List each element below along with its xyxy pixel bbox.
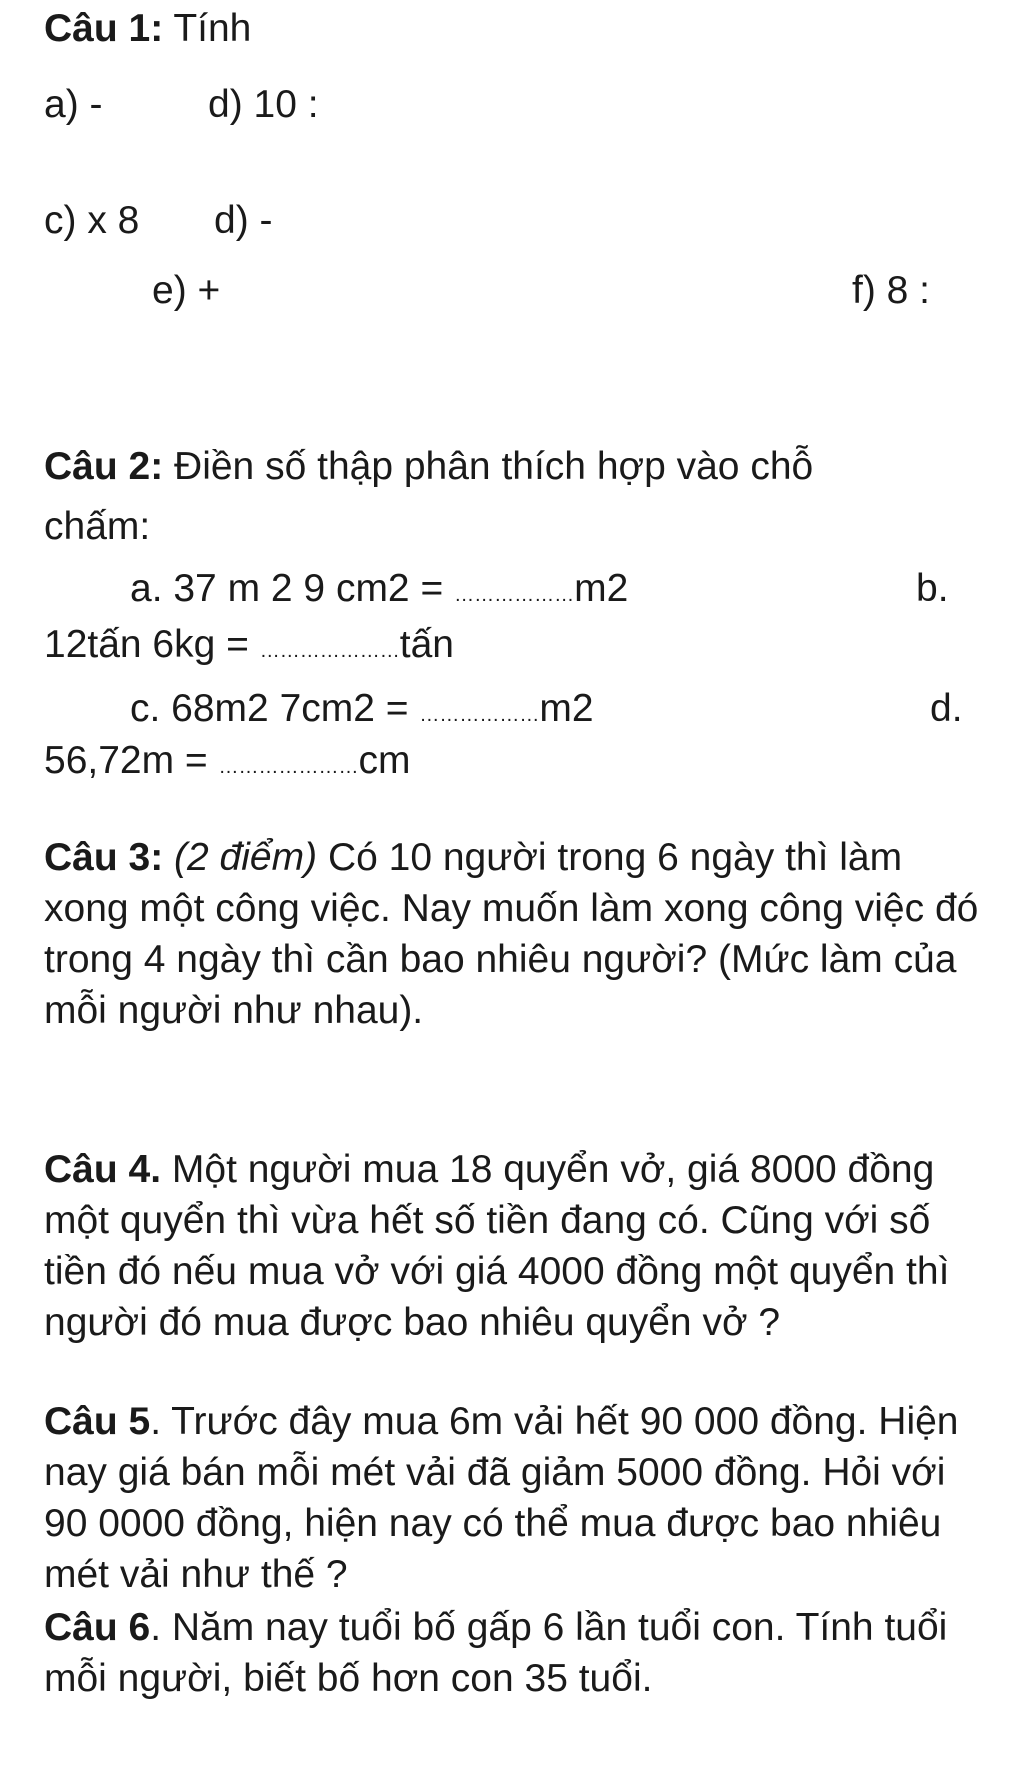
q2-b-blank: ………………… xyxy=(259,640,400,662)
q1-item-d1: d) 10 : xyxy=(208,83,319,126)
q2-a-unit: m2 xyxy=(574,567,629,610)
q3-paragraph xyxy=(44,832,984,1036)
q2-item-c xyxy=(130,686,594,733)
q5-paragraph xyxy=(44,1396,984,1600)
q5-body: . Trước đây mua 6m vải hết 90 000 đồng. Hiện nay giá bán mỗi mét vải đã giảm 5000 đồng. Hỏi với 90 0000 đồng, hiện nay có thể mua được bao nhiêu mét vải như thế ? xyxy=(44,1400,959,1596)
q2-title xyxy=(44,444,813,491)
q1-title-label: Câu 1: xyxy=(44,7,164,50)
q2-d-expression: 56,72m = xyxy=(44,739,208,782)
q4-body: Một người mua 18 quyển vở, giá 8000 đồng một quyển thì vừa hết số tiền đang có. Cũng với số tiền đó nếu mua vở với giá 4000 đồng một quyển thì người đó mua được bao nhiêu quyển vở ? xyxy=(44,1148,950,1344)
q2-title-label: Câu 2: xyxy=(44,445,164,488)
q3-body: Có 10 người trong 6 ngày thì làm xong một công việc. Nay muốn làm xong công việc đó trong 4 ngày thì cần bao nhiêu người? (Mức làm của mỗi người như nhau). xyxy=(44,836,979,1032)
q4-paragraph xyxy=(44,1144,984,1348)
q2-d-unit: cm xyxy=(358,739,411,782)
q3-label: Câu 3: xyxy=(44,836,164,879)
q2-a-blank: ……………… xyxy=(454,584,575,606)
q3-points: (2 điểm) xyxy=(174,836,318,879)
q2-c-unit: m2 xyxy=(539,687,594,730)
q6-body: . Năm nay tuổi bố gấp 6 lần tuổi con. Tính tuổi mỗi người, biết bố hơn con 35 tuổi. xyxy=(44,1606,948,1700)
q2-b-expression: 12tấn 6kg = xyxy=(44,623,249,666)
q1-item-a: a) - xyxy=(44,83,103,126)
q2-a-expression: a. 37 m 2 9 cm2 = xyxy=(130,567,444,610)
q2-c-expression: c. 68m2 7cm2 = xyxy=(130,687,409,730)
q6-label: Câu 6 xyxy=(44,1606,151,1649)
q2-b-unit: tấn xyxy=(399,623,454,666)
q2-b-label: b. xyxy=(916,567,949,610)
q2-d-blank: ………………… xyxy=(218,756,359,778)
q2-title-text: Điền số thập phân thích hợp vào chỗ xyxy=(163,445,814,488)
q1-item-d2: d) - xyxy=(214,199,273,242)
q2-item-d xyxy=(44,738,411,785)
q4-label: Câu 4. xyxy=(44,1148,162,1191)
q6-paragraph xyxy=(44,1602,984,1704)
q1-item-e: e) + xyxy=(152,269,221,312)
q1-title xyxy=(44,6,251,53)
q2-c-blank: ……………… xyxy=(419,704,540,726)
q2-d-label: d. xyxy=(930,687,963,730)
q2-title-line2: chấm: xyxy=(44,505,151,548)
q5-label: Câu 5 xyxy=(44,1400,151,1443)
q1-title-text: Tính xyxy=(163,7,252,50)
q2-item-b xyxy=(44,622,454,669)
q1-item-c: c) x 8 xyxy=(44,199,140,242)
q1-item-f: f) 8 : xyxy=(852,269,931,312)
q2-item-a xyxy=(130,566,628,613)
